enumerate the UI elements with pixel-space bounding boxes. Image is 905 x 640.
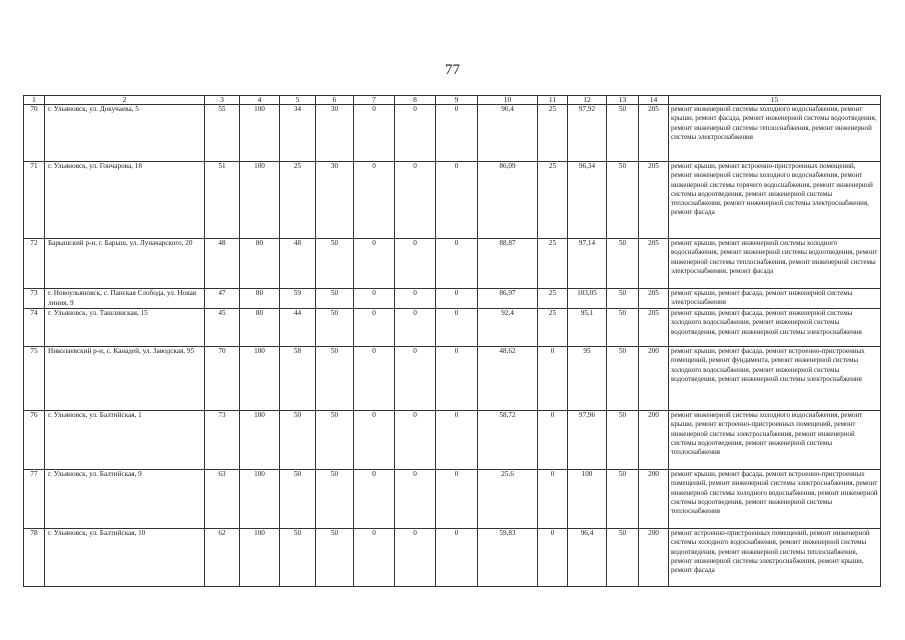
address-cell: г. Новоульяновск, с. Панская Слобода, ул. Новая линия, 9	[45, 289, 205, 309]
header-cell: 12	[568, 96, 607, 105]
works-list-cell: ремонт крыши, ремонт инженерной системы холодного водоснабжения, ремонт инженерной системы водоотведения, ремонт инженерной системы теплоснабжения, ремонт инженерной системы электроснабжения, ремонт фасада	[669, 239, 881, 289]
cell-value: 0	[436, 529, 478, 587]
cell-value: 55	[205, 105, 240, 162]
cell-value: 73	[205, 411, 240, 470]
row-number: 74	[24, 309, 45, 347]
cell-value: 97,92	[568, 105, 607, 162]
cell-value: 0	[354, 309, 395, 347]
header-cell: 6	[316, 96, 354, 105]
header-cell: 4	[240, 96, 280, 105]
cell-value: 100	[240, 105, 280, 162]
cell-value: 25	[538, 162, 568, 239]
cell-value: 50	[607, 470, 639, 529]
row-number: 78	[24, 529, 45, 587]
cell-value: 50	[607, 239, 639, 289]
cell-value: 25	[538, 309, 568, 347]
cell-value: 0	[354, 239, 395, 289]
cell-value: 48,62	[478, 347, 538, 411]
table-row	[24, 411, 881, 470]
cell-value: 86,97	[478, 289, 538, 309]
cell-value: 50	[607, 309, 639, 347]
cell-value: 0	[354, 411, 395, 470]
cell-value: 48	[280, 239, 316, 289]
cell-value: 0	[395, 347, 436, 411]
header-cell: 1	[24, 96, 45, 105]
cell-value: 0	[395, 289, 436, 309]
address-cell: г. Ульяновск, ул. Балтийская, 1	[45, 411, 205, 470]
cell-value: 100	[568, 470, 607, 529]
address-cell: г. Ульяновск, ул. Балтийская, 10	[45, 529, 205, 587]
cell-value: 0	[354, 105, 395, 162]
cell-value: 0	[395, 162, 436, 239]
cell-value: 25	[280, 162, 316, 239]
cell-value: 88,87	[478, 239, 538, 289]
cell-value: 0	[538, 411, 568, 470]
table-row	[24, 309, 881, 347]
cell-value: 50	[607, 105, 639, 162]
cell-value: 59	[280, 289, 316, 309]
works-list-cell: ремонт крыши, ремонт фасада, ремонт инженерной системы холодного водоснабжения, ремонт инженерной системы водоотведения, ремонт инженерной системы электроснабжения	[669, 309, 881, 347]
cell-value: 50	[607, 347, 639, 411]
cell-value: 80	[240, 289, 280, 309]
cell-value: 0	[354, 162, 395, 239]
cell-value: 25	[538, 105, 568, 162]
cell-value: 0	[436, 347, 478, 411]
cell-value: 0	[436, 411, 478, 470]
cell-value: 63	[205, 470, 240, 529]
table-row	[24, 347, 881, 411]
cell-value: 0	[436, 162, 478, 239]
cell-value: 205	[639, 309, 669, 347]
cell-value: 96,4	[568, 529, 607, 587]
cell-value: 200	[639, 470, 669, 529]
header-cell: 13	[607, 96, 639, 105]
cell-value: 25	[538, 289, 568, 309]
header-cell: 14	[639, 96, 669, 105]
header-cell: 15	[669, 96, 881, 105]
cell-value: 70	[205, 347, 240, 411]
works-list-cell: ремонт крыши, ремонт фасада, ремонт встроенно-пристроенных помещений, ремонт инженерной системы электроснабжения, ремонт инженерной системы холодного водоснабжения, ремонт инженерной системы водоотведения, ремонт инженерной системы теплоснабжения	[669, 470, 881, 529]
cell-value: 58	[280, 347, 316, 411]
table-row	[24, 529, 881, 587]
cell-value: 95	[568, 347, 607, 411]
cell-value: 0	[436, 309, 478, 347]
cell-value: 100	[240, 162, 280, 239]
cell-value: 205	[639, 105, 669, 162]
cell-value: 96,4	[478, 105, 538, 162]
works-list-cell: ремонт крыши, ремонт встроенно-пристроенных помещений, ремонт инженерной системы холодного водоснабжения, ремонт инженерной системы горячего водоснабжения, ремонт инженерной системы водоотведения, ремонт инженерной системы теплоснабжения, ремонт инженерной системы электроснабжения, ремонт фасада	[669, 162, 881, 239]
cell-value: 0	[395, 105, 436, 162]
cell-value: 103,05	[568, 289, 607, 309]
cell-value: 58,72	[478, 411, 538, 470]
row-number: 76	[24, 411, 45, 470]
cell-value: 30	[316, 105, 354, 162]
cell-value: 50	[280, 411, 316, 470]
cell-value: 50	[316, 309, 354, 347]
cell-value: 44	[280, 309, 316, 347]
cell-value: 200	[639, 529, 669, 587]
cell-value: 50	[607, 411, 639, 470]
cell-value: 0	[538, 347, 568, 411]
cell-value: 30	[316, 162, 354, 239]
cell-value: 80	[240, 239, 280, 289]
cell-value: 25	[538, 239, 568, 289]
cell-value: 0	[395, 411, 436, 470]
table-body	[24, 96, 881, 587]
cell-value: 0	[354, 347, 395, 411]
cell-value: 50	[607, 529, 639, 587]
address-cell: Барышский р-н, г. Барыш, ул. Луначарского, 20	[45, 239, 205, 289]
cell-value: 51	[205, 162, 240, 239]
cell-value: 50	[316, 239, 354, 289]
works-list-cell: ремонт крыши, ремонт фасада, ремонт встроенно-пристроенных помещений, ремонт фундамента, ремонт инженерной системы холодного водоснабжения, ремонт инженерной системы водоотведения, ремонт инженерной системы электроснабжения	[669, 347, 881, 411]
page-number: 77	[445, 62, 460, 78]
cell-value: 0	[395, 529, 436, 587]
register-table	[23, 95, 881, 587]
cell-value: 50	[316, 529, 354, 587]
header-row	[24, 96, 881, 105]
address-cell: г. Ульяновск, ул. Докучаева, 5	[45, 105, 205, 162]
cell-value: 100	[240, 529, 280, 587]
cell-value: 100	[240, 347, 280, 411]
cell-value: 97,96	[568, 411, 607, 470]
row-number: 71	[24, 162, 45, 239]
address-cell: г. Ульяновск, ул. Ташлинская, 15	[45, 309, 205, 347]
header-cell: 8	[395, 96, 436, 105]
cell-value: 0	[395, 239, 436, 289]
cell-value: 62	[205, 529, 240, 587]
cell-value: 48	[205, 239, 240, 289]
cell-value: 50	[316, 411, 354, 470]
table-row	[24, 105, 881, 162]
cell-value: 50	[316, 347, 354, 411]
cell-value: 200	[639, 411, 669, 470]
table-row	[24, 239, 881, 289]
header-cell: 10	[478, 96, 538, 105]
table-row	[24, 470, 881, 529]
cell-value: 97,14	[568, 239, 607, 289]
header-cell: 9	[436, 96, 478, 105]
cell-value: 86,09	[478, 162, 538, 239]
cell-value: 92,4	[478, 309, 538, 347]
cell-value: 80	[240, 309, 280, 347]
cell-value: 0	[354, 529, 395, 587]
cell-value: 95,1	[568, 309, 607, 347]
cell-value: 100	[240, 411, 280, 470]
cell-value: 0	[436, 105, 478, 162]
table-row	[24, 289, 881, 309]
row-number: 77	[24, 470, 45, 529]
row-number: 72	[24, 239, 45, 289]
header-cell: 11	[538, 96, 568, 105]
cell-value: 47	[205, 289, 240, 309]
cell-value: 205	[639, 162, 669, 239]
row-number: 75	[24, 347, 45, 411]
header-cell: 5	[280, 96, 316, 105]
cell-value: 0	[538, 470, 568, 529]
row-number: 70	[24, 105, 45, 162]
works-list-cell: ремонт инженерной системы холодного водоснабжения, ремонт крыши, ремонт встроенно-пристроенных помещений, ремонт инженерной системы электроснабжения, ремонт инженерной системы водоотведения, ремонт инженерной системы теплоснабжения	[669, 411, 881, 470]
row-number: 73	[24, 289, 45, 309]
works-list-cell: ремонт крыши, ремонт фасада, ремонт инженерной системы электроснабжения	[669, 289, 881, 309]
table-row	[24, 162, 881, 239]
cell-value: 59,83	[478, 529, 538, 587]
cell-value: 0	[436, 470, 478, 529]
header-cell: 3	[205, 96, 240, 105]
cell-value: 0	[354, 470, 395, 529]
cell-value: 45	[205, 309, 240, 347]
cell-value: 0	[538, 529, 568, 587]
cell-value: 200	[639, 347, 669, 411]
cell-value: 50	[316, 470, 354, 529]
address-cell: г. Ульяновск, ул. Балтийская, 9	[45, 470, 205, 529]
cell-value: 50	[280, 470, 316, 529]
address-cell: г. Ульяновск, ул. Гончарова, 18	[45, 162, 205, 239]
cell-value: 50	[607, 162, 639, 239]
cell-value: 50	[607, 289, 639, 309]
cell-value: 0	[436, 239, 478, 289]
cell-value: 0	[395, 470, 436, 529]
cell-value: 0	[354, 289, 395, 309]
cell-value: 50	[316, 289, 354, 309]
cell-value: 34	[280, 105, 316, 162]
cell-value: 0	[436, 289, 478, 309]
address-cell: Николаевский р-н, с. Канадей, ул. Заводская, 95	[45, 347, 205, 411]
cell-value: 205	[639, 289, 669, 309]
works-list-cell: ремонт встроенно-пристроенных помещений, ремонт инженерной системы холодного водоснабжения, ремонт инженерной системы водоотведения, ремонт инженерной системы теплоснабжения, ремонт инженерной системы электроснабжения, ремонт крыши, ремонт фасада	[669, 529, 881, 587]
cell-value: 25,6	[478, 470, 538, 529]
header-cell: 7	[354, 96, 395, 105]
cell-value: 205	[639, 239, 669, 289]
works-list-cell: ремонт инженерной системы холодного водоснабжения, ремонт крыши, ремонт фасада, ремонт инженерной системы водоотведения, ремонт инженерной системы теплоснабжения, ремонт инженерной системы электроснабжения	[669, 105, 881, 162]
cell-value: 50	[280, 529, 316, 587]
header-cell: 2	[45, 96, 205, 105]
cell-value: 96,34	[568, 162, 607, 239]
cell-value: 0	[395, 309, 436, 347]
cell-value: 100	[240, 470, 280, 529]
